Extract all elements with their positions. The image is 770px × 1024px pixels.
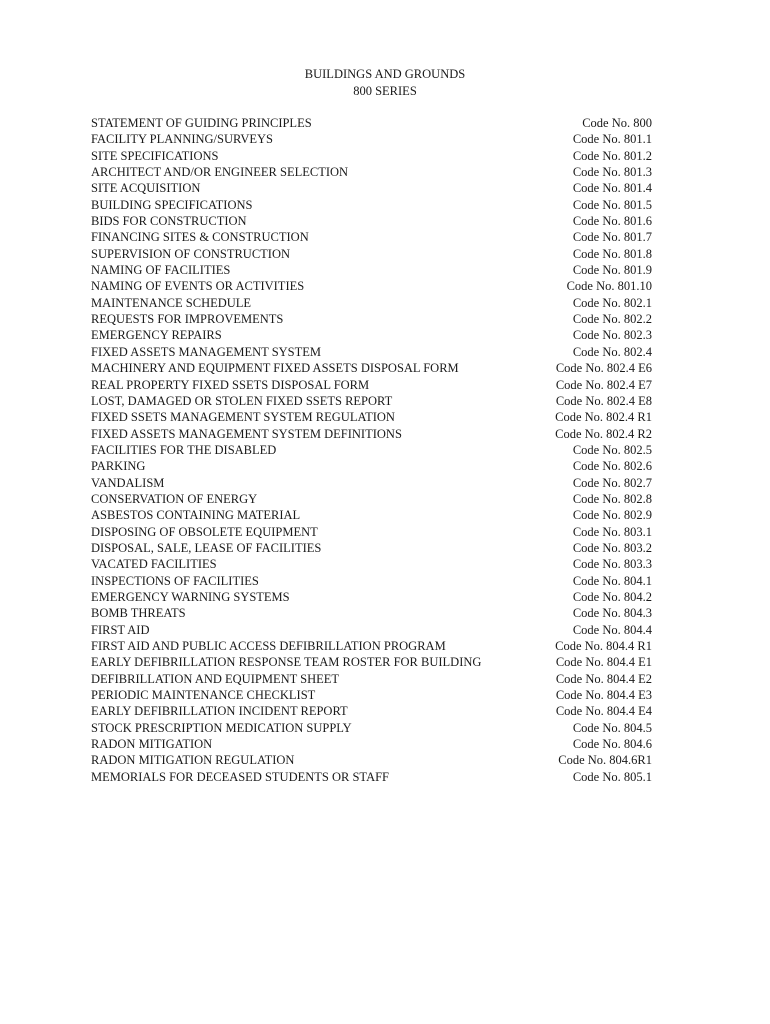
policy-code: Code No. 804.4 [572,622,652,637]
policy-index-row [91,589,652,605]
policy-code: Code No. 804.4 E3 [555,688,652,703]
policy-code: Code No. 804.1 [572,573,652,588]
policy-title: FIRST AID [91,622,150,637]
policy-title: RADON MITIGATION [91,737,213,752]
policy-index-row [91,442,652,458]
policy-index-row [91,540,652,556]
policy-code: Code No. 802.4 [572,344,652,359]
policy-index-row [91,278,652,294]
policy-code: Code No. 804.2 [572,589,652,604]
policy-title: MEMORIALS FOR DECEASED STUDENTS OR STAFF [91,769,389,784]
policy-code: Code No. 802.4 R1 [555,410,652,425]
policy-index-row [91,556,652,572]
document-header [0,66,770,99]
policy-code: Code No. 802.1 [572,295,652,310]
policy-index-row [91,671,652,687]
policy-index-row [91,295,652,311]
policy-index-row [91,622,652,638]
policy-code: Code No. 801.1 [572,132,652,147]
policy-title: DISPOSAL, SALE, LEASE OF FACILITIES [91,540,322,555]
policy-code: Code No. 804.6 [572,737,652,752]
policy-title: MACHINERY AND EQUIPMENT FIXED ASSETS DISPOSAL FORM [91,361,459,376]
policy-code: Code No. 802.6 [572,459,652,474]
policy-index-row [91,654,652,670]
policy-code: Code No. 802.4 R2 [555,426,652,441]
policy-index-row [91,377,652,393]
policy-code: Code No. 804.4 E4 [555,704,652,719]
policy-title: SITE SPECIFICATIONS [91,148,219,163]
policy-code: Code No. 802.9 [572,508,652,523]
policy-code: Code No. 801.3 [572,165,652,180]
policy-code: Code No. 804.4 E1 [555,655,652,670]
policy-title: STATEMENT OF GUIDING PRINCIPLES [91,116,312,130]
policy-index-row [91,491,652,507]
policy-index-row [91,344,652,360]
policy-index-row [91,752,652,768]
policy-title: FIXED SSETS MANAGEMENT SYSTEM REGULATION [91,410,395,425]
policy-index-row [91,115,652,131]
policy-code: Code No. 801.4 [572,181,652,196]
policy-index-list [91,115,652,785]
policy-code: Code No. 801.9 [572,263,652,278]
policy-index-row [91,426,652,442]
policy-index-row [91,769,652,785]
policy-title: REQUESTS FOR IMPROVEMENTS [91,312,284,327]
policy-title: FIXED ASSETS MANAGEMENT SYSTEM DEFINITIONS [91,426,402,441]
document-subtitle: 800 SERIES [353,83,417,98]
policy-index-row [91,605,652,621]
policy-title: PARKING [91,459,146,474]
policy-index-row [91,246,652,262]
policy-title: EMERGENCY REPAIRS [91,328,222,343]
policy-index-row [91,720,652,736]
policy-code: Code No. 802.4 E8 [555,393,652,408]
policy-code: Code No. 802.3 [572,328,652,343]
policy-code: Code No. 801.5 [572,197,652,212]
policy-index-row [91,507,652,523]
policy-code: Code No. 801.8 [572,246,652,261]
policy-index-row [91,409,652,425]
policy-index-row [91,703,652,719]
policy-title: INSPECTIONS OF FACILITIES [91,573,259,588]
document-title: BUILDINGS AND GROUNDS [304,67,466,81]
policy-index-row [91,360,652,376]
policy-title: EARLY DEFIBRILLATION RESPONSE TEAM ROSTER FOR BUILDING [91,655,482,670]
policy-title: MAINTENANCE SCHEDULE [91,295,252,310]
policy-index-row [91,475,652,491]
policy-title: DEFIBRILLATION AND EQUIPMENT SHEET [91,671,340,686]
policy-code: Code No. 802.8 [572,491,652,506]
policy-title: NAMING OF FACILITIES [91,263,231,278]
policy-index-row [91,229,652,245]
policy-code: Code No. 801.2 [572,148,652,163]
policy-index-row [91,393,652,409]
policy-title: FINANCING SITES & CONSTRUCTION [91,230,309,245]
policy-title: VACATED FACILITIES [91,557,217,572]
policy-index-row [91,197,652,213]
policy-title: CONSERVATION OF ENERGY [91,491,258,506]
policy-title: DISPOSING OF OBSOLETE EQUIPMENT [91,524,318,539]
policy-title: SUPERVISION OF CONSTRUCTION [91,246,291,261]
policy-code: Code No. 801.10 [566,279,652,294]
policy-index-row [91,180,652,196]
policy-title: ASBESTOS CONTAINING MATERIAL [91,508,301,523]
policy-title: VANDALISM [91,475,165,490]
policy-index-row [91,638,652,654]
policy-title: EMERGENCY WARNING SYSTEMS [91,589,290,604]
policy-code: Code No. 803.3 [572,557,652,572]
policy-code: Code No. 804.3 [572,606,652,621]
policy-index-row [91,164,652,180]
policy-title: BOMB THREATS [91,606,186,621]
policy-title: PERIODIC MAINTENANCE CHECKLIST [91,688,316,703]
policy-code: Code No. 804.6R1 [558,753,652,768]
policy-title: FACILITIES FOR THE DISABLED [91,442,277,457]
policy-title: FIRST AID AND PUBLIC ACCESS DEFIBRILLATION PROGRAM [91,639,446,653]
policy-title: SITE ACQUISITION [91,181,201,196]
policy-title: BIDS FOR CONSTRUCTION [91,214,247,229]
policy-title: STOCK PRESCRIPTION MEDICATION SUPPLY [91,720,352,735]
policy-index-row [91,327,652,343]
policy-title: RADON MITIGATION REGULATION [91,753,295,768]
policy-code: Code No. 801.7 [572,230,652,245]
policy-code: Code No. 803.2 [572,540,652,555]
policy-code: Code No. 805.1 [572,769,652,784]
policy-code: Code No. 802.2 [572,312,652,327]
policy-index-row [91,131,652,147]
policy-code: Code No. 803.1 [572,524,652,539]
policy-index-row [91,213,652,229]
policy-index-row [91,687,652,703]
policy-code: Code No. 800 [582,116,652,130]
policy-index-row [91,262,652,278]
policy-code: Code No. 802.7 [572,475,652,490]
policy-index-row [91,736,652,752]
policy-title: REAL PROPERTY FIXED SSETS DISPOSAL FORM [91,377,370,392]
policy-index-row [91,148,652,164]
policy-title: FACILITY PLANNING/SURVEYS [91,132,273,147]
policy-code: Code No. 802.5 [572,442,652,457]
policy-code: Code No. 804.4 R1 [555,639,652,653]
policy-code: Code No. 802.4 E7 [555,377,652,392]
policy-title: EARLY DEFIBRILLATION INCIDENT REPORT [91,704,348,719]
policy-title: ARCHITECT AND/OR ENGINEER SELECTION [91,165,349,180]
policy-title: FIXED ASSETS MANAGEMENT SYSTEM [91,344,322,359]
policy-code: Code No. 801.6 [572,214,652,229]
policy-code: Code No. 804.4 E2 [555,671,652,686]
policy-title: BUILDING SPECIFICATIONS [91,197,253,212]
policy-index-row [91,524,652,540]
policy-index-row [91,311,652,327]
policy-index-row [91,458,652,474]
policy-code: Code No. 804.5 [572,720,652,735]
policy-index-row [91,573,652,589]
policy-title: LOST, DAMAGED OR STOLEN FIXED SSETS REPORT [91,393,393,408]
policy-code: Code No. 802.4 E6 [555,361,652,376]
policy-title: NAMING OF EVENTS OR ACTIVITIES [91,279,305,294]
